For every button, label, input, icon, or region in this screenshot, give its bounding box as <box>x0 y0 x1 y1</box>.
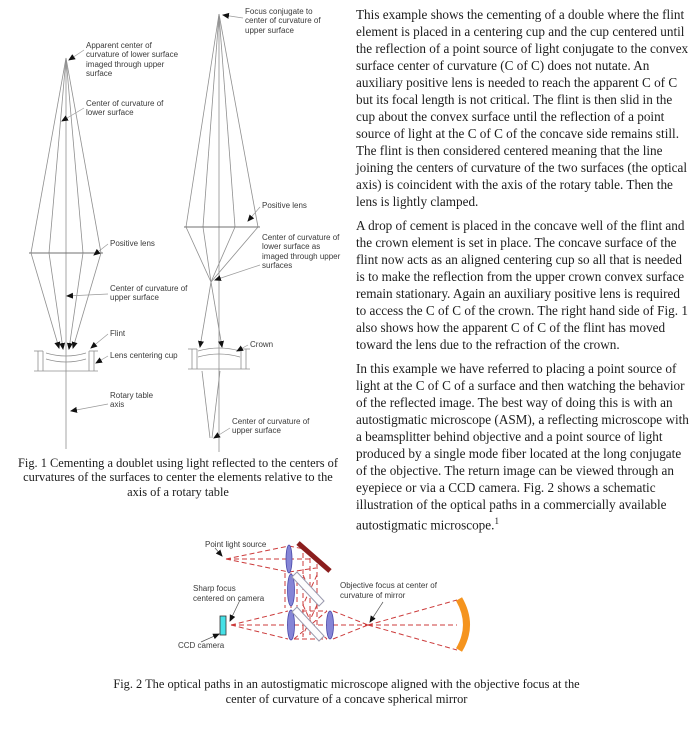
beamsplitters <box>292 572 324 641</box>
figure-2-canvas <box>0 541 693 673</box>
label-apparent-c-of-c: Apparent center of curvature of lower surface imaged through upper surface <box>86 41 179 79</box>
label-sharp-focus: Sharp focus centered on camera <box>193 584 265 603</box>
label-c-of-c-lower-imaged: Center of curvature of lower surface as imaged through upper surfaces <box>262 233 341 271</box>
label-c-of-c-upper-right: Center of curvature of upper surface <box>232 417 310 436</box>
figure-1-caption: Fig. 1 Cementing a doublet using light reflected to the centers of curvatures of the surfaces to center the elements relative to the axis of a rotary table <box>17 456 338 499</box>
figure-1 <box>0 0 356 516</box>
label-positive-lens-right: Positive lens <box>262 201 307 210</box>
footnote-reference: 1 <box>494 516 499 526</box>
figure-2 <box>0 541 693 706</box>
paragraph-2: A drop of cement is placed in the concave well of the flint and the crown element is set in place. The concave surface of the flint now acts as an aligned centering cup so all that is needed is to make the reflection from the upper crown convex surface remain stationary. Again an auxiliary positive lens is required to access the C of C of the crown. The right hand side of Fig. 1 also shows how the apparent C of C of the flint has moved toward the lens due to the refraction of the crown. <box>356 218 688 352</box>
paragraph-1: This example shows the cementing of a double where the flint element is placed in a centering cup and the cup centered until the reflection of a point source of light conjugate to the convex surface center of curvature (C of C) does not nutate. An auxiliary positive lens is needed to reach the apparent C of C but its focal length is not critical. The flint is then slid in the cup about the convex surface until the reflection of a point source of light at the C of C of the concave side remains still. The flint is then considered centered meaning that the line joining the centers of curvature of the two surfaces (the optical axis) is coincident with the axis of the rotary table. Then the lens is lightly clamped. <box>356 7 689 209</box>
label-flint: Flint <box>110 329 126 338</box>
label-focus-conjugate: Focus conjugate to center of curvature of upper surface <box>245 7 321 35</box>
paragraph-3-text: In this example we have referred to placing a point source of light at the C of C of a surface and then watching the behavior of the reflected image. The best way of doing this is with an autostigmatic microscope (ASM), a reflecting microscope with a beamsplitter behind objective and a point source of light produced by a single mode fiber located at the long conjugate of the objective. The return image can be viewed through an eyepiece or via a CCD camera. Fig. 2 shows a schematic illustration of the optical paths in a commercially available autostigmatic microscope. <box>356 361 689 533</box>
label-crown: Crown <box>250 340 274 349</box>
figure-2-caption: Fig. 2 The optical paths in an autostigmatic microscope aligned with the objective focus at the center of curvature of a concave spherical mirror <box>113 677 580 706</box>
label-lens-centering-cup: Lens centering cup <box>110 351 178 360</box>
beamsplitter-lower <box>292 607 324 641</box>
camera-lens <box>288 610 295 640</box>
label-objective-focus: Objective focus at center of curvature of mirror <box>340 581 437 600</box>
concave-mirror <box>459 599 467 650</box>
fig1-right-rays <box>184 14 260 452</box>
figure-2-diagram <box>0 541 693 673</box>
label-positive-lens-left: Positive lens <box>110 239 155 248</box>
label-point-light-source: Point light source <box>205 540 267 550</box>
label-c-of-c-lower: Center of curvature of lower surface <box>86 99 164 118</box>
label-rotary-table-axis: Rotary table axis <box>110 391 154 410</box>
label-c-of-c-upper-left: Center of curvature of upper surface <box>110 284 188 303</box>
label-ccd-camera: CCD camera <box>178 641 225 651</box>
ccd-camera-chip <box>220 616 226 635</box>
objective-lens <box>327 611 334 639</box>
